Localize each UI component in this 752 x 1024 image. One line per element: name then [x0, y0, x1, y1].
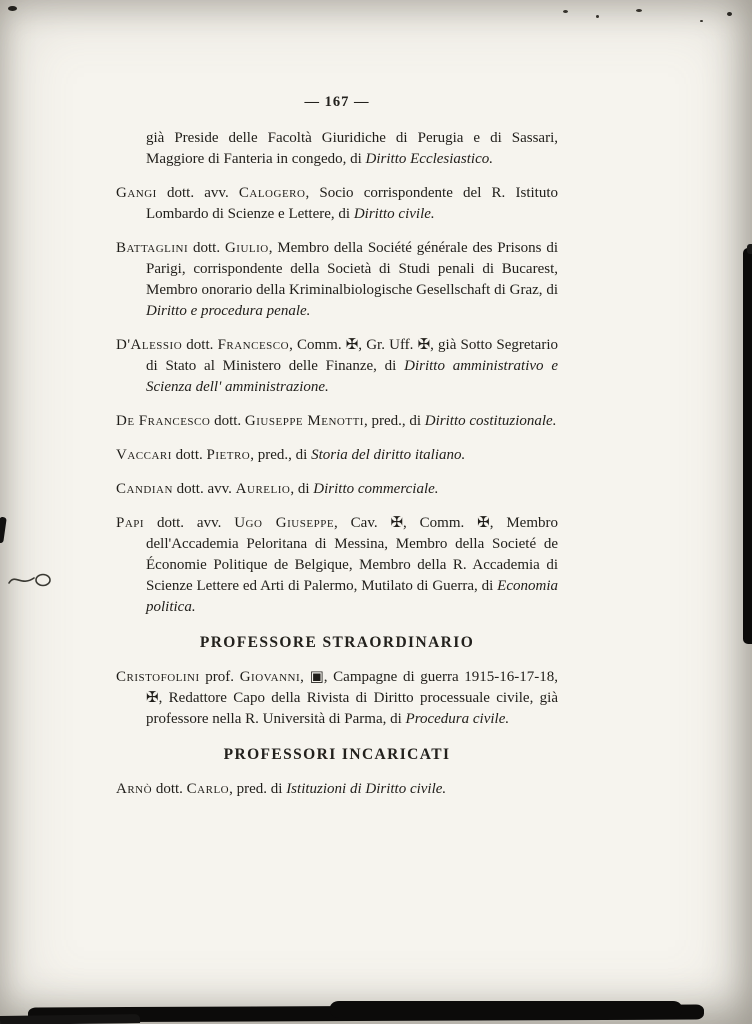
handwritten-mark — [8, 560, 58, 596]
text-segment: , Membro della Société générale des Prisons di Parigi, corrispondente della Società di Studi penali di Bucarest, Membro onorario della Kriminalbiologische Gesellschaft di Graz, di — [146, 240, 558, 298]
text-segment: D'Alessio — [116, 337, 183, 353]
scan-speck — [8, 6, 17, 11]
text-segment: , Comm. ✠, Gr. Uff. ✠, già Sotto Segretario di Stato al Ministero delle Finanze, di — [146, 337, 559, 374]
text-segment: Storia del diritto italiano. — [311, 447, 466, 463]
text-segment: dott. — [188, 240, 225, 256]
scan-edge-left-blob — [0, 517, 7, 544]
scan-edge-right-nub — [747, 244, 752, 254]
text-segment: Istituzioni di Diritto civile. — [286, 781, 447, 797]
scan-edge-bottom-thick — [330, 1001, 682, 1018]
text-segment: Vaccari — [116, 447, 172, 463]
text-segment: Diritto costituzionale. — [424, 413, 557, 429]
text-segment: Calogero — [238, 185, 306, 201]
faculty-entry — [116, 513, 558, 618]
text-segment: Cristofolini — [116, 669, 200, 685]
scan-speck — [596, 15, 599, 18]
page-content — [116, 128, 558, 800]
text-segment: Giovanni — [239, 669, 301, 685]
text-segment: Papi — [116, 515, 145, 531]
text-segment: Economia politica. — [146, 578, 558, 615]
text-segment: , Cav. ✠, Comm. ✠, Membro dell'Accademia Peloritana di Messina, Membro della Societé de Économie Politique de Belgique, Membro della R. Accademia di Scienze Lettere ed Arti di Palermo, Mutilato di Guerra, di — [146, 515, 558, 594]
text-segment: dott. — [182, 337, 218, 353]
text-segment: prof. — [199, 669, 240, 685]
faculty-entry — [116, 779, 558, 800]
text-segment: dott. — [210, 413, 245, 429]
text-segment: Gangi — [116, 185, 157, 201]
text-segment: , Socio corrispondente del R. Istituto Lombardo di Scienze e Lettere, di — [146, 185, 558, 222]
text-segment: Arnò — [116, 781, 153, 797]
page-number: — 167 — — [304, 94, 370, 110]
text-segment: De Francesco — [116, 413, 211, 429]
faculty-entry — [116, 667, 558, 730]
text-segment: dott. avv. — [144, 515, 235, 531]
text-column — [116, 94, 558, 813]
text-segment: , pred. di — [229, 781, 287, 797]
text-segment: dott. avv. — [156, 185, 239, 201]
text-segment: Diritto Ecclesiastico. — [365, 151, 494, 167]
continuation-paragraph — [146, 128, 558, 170]
text-segment: Giuseppe Menotti — [244, 413, 364, 429]
faculty-entry — [116, 411, 558, 432]
scan-speck — [563, 10, 568, 13]
text-segment: dott. — [152, 781, 187, 797]
section-heading: PROFESSORE STRAORDINARIO — [199, 634, 475, 651]
text-segment: dott. avv. — [172, 481, 236, 497]
text-segment: Diritto civile. — [353, 206, 435, 222]
text-segment: , pred., di — [363, 413, 425, 429]
scan-speck — [727, 12, 732, 16]
faculty-entry — [116, 238, 558, 322]
text-segment: dott. — [171, 447, 207, 463]
scan-speck — [636, 9, 642, 12]
faculty-entry — [116, 335, 558, 398]
text-segment: , di — [290, 481, 314, 497]
text-segment: Ugo Giuseppe — [234, 515, 335, 531]
text-segment: Francesco — [217, 337, 290, 353]
text-segment: Candian — [116, 481, 173, 497]
text-segment: Diritto amministrativo e Scienza dell' amministrazione. — [146, 358, 558, 395]
text-segment: Aurelio — [235, 481, 291, 497]
text-segment: Diritto commerciale. — [313, 481, 439, 497]
scan-edge-bottom-left — [0, 1014, 140, 1024]
text-segment: Procedura civile. — [405, 711, 510, 727]
section-heading: PROFESSORI INCARICATI — [223, 746, 451, 763]
text-segment: Carlo — [186, 781, 230, 797]
text-segment: già Preside delle Facoltà Giuridiche di Perugia e di Sassari, Maggiore di Fanteria in congedo, di — [146, 130, 558, 167]
text-segment: Diritto e procedura penale. — [146, 303, 311, 319]
scan-speck — [700, 20, 703, 22]
text-segment: Pietro — [206, 447, 251, 463]
text-segment: Giulio — [224, 240, 269, 256]
scan-edge-right-bar — [743, 248, 752, 644]
text-segment: Battaglini — [116, 240, 189, 256]
faculty-entry — [116, 445, 558, 466]
text-segment: , ▣, Campagne di guerra 1915-16-17-18, ✠, Redattore Capo della Rivista di Diritto processuale civile, già professore nella R. Università di Parma, di — [146, 669, 558, 727]
faculty-entry — [116, 183, 558, 225]
faculty-entry — [116, 479, 558, 500]
text-segment: , pred., di — [250, 447, 312, 463]
